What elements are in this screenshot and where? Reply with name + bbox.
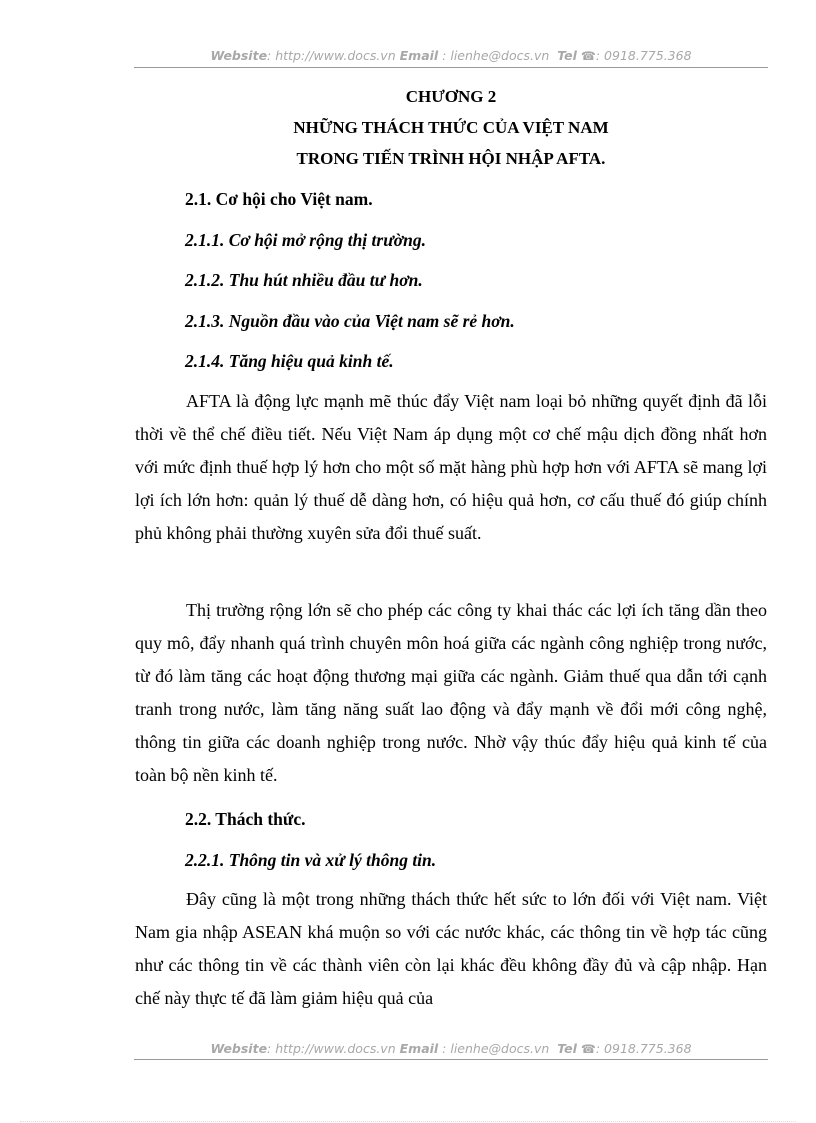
chapter-title-line2: TRONG TIẾN TRÌNH HỘI NHẬP AFTA.	[296, 149, 606, 168]
footer-website-label: Website	[210, 1041, 268, 1056]
section-heading-2-1: 2.1. Cơ hội cho Việt nam.	[185, 189, 373, 209]
section-heading-2-2-1: 2.2.1. Thông tin và xử lý thông tin.	[185, 850, 437, 870]
phone-icon: ☎	[580, 49, 596, 63]
paragraph-information-challenge: Đây cũng là một trong những thách thức hết sức to lớn đối với Việt nam. Việt Nam gia nhập ASEAN khá muộn so với các nước khác, các thông tin về hợp tác cũng như các thông tin về các thành viên còn lại khác đều không đầy đủ và cập nhập. Hạn chế này thực tế đã làm giảm hiệu quả của	[135, 889, 767, 1008]
footer-tel-label: Tel	[557, 1041, 577, 1056]
chapter-title-line1: NHỮNG THÁCH THỨC CỦA VIỆT NAM	[293, 118, 609, 137]
footer-website-link[interactable]: : http://www.docs.vn	[267, 1041, 396, 1056]
header-tel-value: : 0918.775.368	[595, 48, 692, 63]
section-heading-2-1-4: 2.1.4. Tăng hiệu quả kinh tế.	[185, 351, 394, 371]
page-header	[134, 48, 768, 63]
header-email-link[interactable]: : lienhe@docs.vn	[438, 48, 550, 63]
header-email-label: Email	[399, 48, 439, 63]
chapter-number: CHƯƠNG 2	[405, 87, 497, 106]
paragraph-market-expansion: Thị trường rộng lớn sẽ cho phép các công ty khai thác các lợi ích tăng dần theo quy mô, đẩy nhanh quá trình chuyên môn hoá giữa các ngành công nghiệp trong nước, từ đó làm tăng các hoạt động thương mại giữa các ngành. Giảm thuế qua dẫn tới cạnh tranh trong nước, làm tăng năng suất lao động và đẩy mạnh về đổi mới công nghệ, thông tin giữa các doanh nghiệp trong nước. Nhờ vậy thúc đẩy hiệu quả kinh tế của toàn bộ nền kinh tế.	[135, 600, 767, 785]
page-bottom-border	[20, 1121, 796, 1122]
header-website-link[interactable]: : http://www.docs.vn	[267, 48, 396, 63]
section-heading-2-1-1: 2.1.1. Cơ hội mở rộng thị trường.	[185, 230, 426, 250]
footer-email-link[interactable]: : lienhe@docs.vn	[438, 1041, 550, 1056]
paragraph-afta-motivation: AFTA là động lực mạnh mẽ thúc đẩy Việt nam loại bỏ những quyết định đã lỗi thời về thể chế điều tiết. Nếu Việt Nam áp dụng một cơ chế mậu dịch đồng nhất hơn với mức định thuế hợp lý hơn cho một số mặt hàng phù hợp hơn với AFTA sẽ mang lợi lợi ích lớn hơn: quản lý thuế dễ dàng hơn, có hiệu quả hơn, cơ cấu thuế đó giúp chính phủ không phải thường xuyên sửa đổi thuế suất.	[135, 391, 767, 543]
footer-email-label: Email	[399, 1041, 439, 1056]
header-divider	[134, 67, 768, 68]
header-website-label: Website	[210, 48, 268, 63]
footer-divider	[134, 1059, 768, 1060]
section-heading-2-2: 2.2. Thách thức.	[185, 809, 306, 829]
section-heading-2-1-3: 2.1.3. Nguồn đầu vào của Việt nam sẽ rẻ hơn.	[185, 311, 515, 331]
page-footer	[134, 1041, 768, 1056]
footer-tel-value: : 0918.775.368	[595, 1041, 692, 1056]
phone-icon: ☎	[580, 1042, 596, 1056]
section-heading-2-1-2: 2.1.2. Thu hút nhiều đầu tư hơn.	[185, 270, 423, 290]
header-tel-label: Tel	[557, 48, 577, 63]
